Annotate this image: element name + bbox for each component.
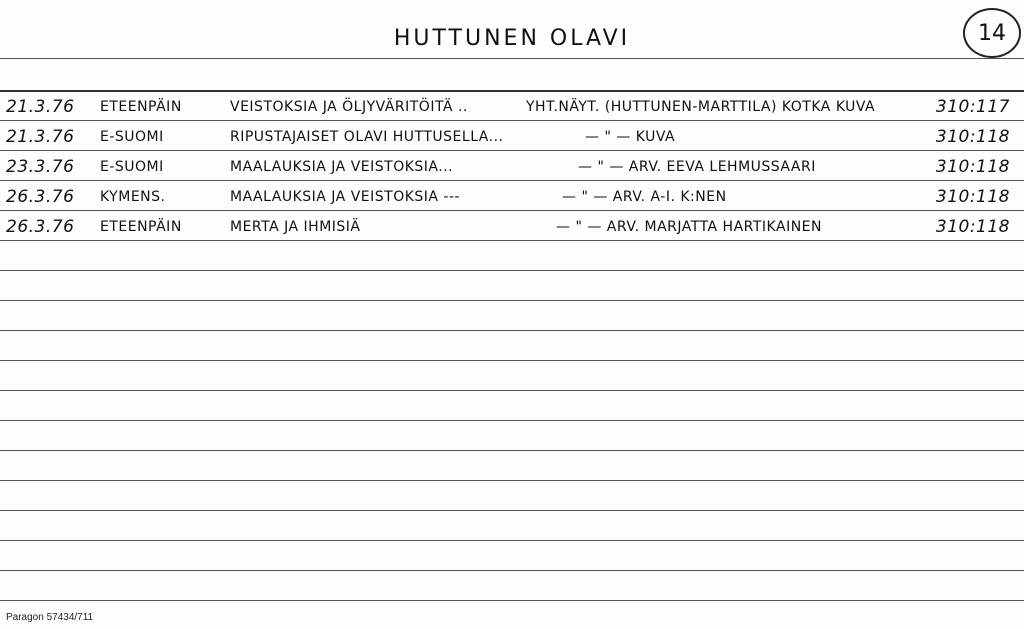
entry-date: 21.3.76 xyxy=(6,97,75,117)
entry-ref: 310:118 xyxy=(935,127,1010,147)
entry-note: — " — ARV. MARJATTA HARTIKAINEN xyxy=(556,219,822,235)
entry-title: VEISTOKSIA JA ÖLJYVÄRITÖITÄ .. xyxy=(230,99,468,115)
entry-title: MAALAUKSIA JA VEISTOKSIA... xyxy=(230,159,454,175)
ruled-line xyxy=(0,600,1024,601)
entry-note: — " — KUVA xyxy=(585,129,676,145)
entry-paper: ETEENPÄIN xyxy=(100,99,182,115)
ruled-line xyxy=(0,390,1024,391)
entry-row xyxy=(0,182,1024,212)
entry-note: YHT.NÄYT. (HUTTUNEN-MARTTILA) KOTKA KUVA xyxy=(526,99,876,115)
ruled-line xyxy=(0,510,1024,511)
ruled-line xyxy=(0,330,1024,331)
entry-date: 23.3.76 xyxy=(6,157,75,177)
entry-title: MERTA JA IHMISIÄ xyxy=(230,219,361,235)
ruled-line xyxy=(0,270,1024,271)
ruled-line xyxy=(0,570,1024,571)
entry-paper: E-SUOMI xyxy=(100,129,164,145)
entry-title: MAALAUKSIA JA VEISTOKSIA --- xyxy=(230,189,461,205)
ruled-line xyxy=(0,300,1024,301)
entry-note: — " — ARV. EEVA LEHMUSSAARI xyxy=(578,159,816,175)
ruled-line xyxy=(0,420,1024,421)
entry-row xyxy=(0,212,1024,242)
ruled-line xyxy=(0,450,1024,451)
entry-date: 26.3.76 xyxy=(6,187,75,207)
entry-date: 26.3.76 xyxy=(6,217,75,237)
entry-ref: 310:118 xyxy=(935,217,1010,237)
ruled-line xyxy=(0,360,1024,361)
entry-paper: E-SUOMI xyxy=(100,159,164,175)
ruled-line xyxy=(0,540,1024,541)
entry-ref: 310:118 xyxy=(935,157,1010,177)
entry-row xyxy=(0,152,1024,182)
ruled-line xyxy=(0,480,1024,481)
entry-ref: 310:118 xyxy=(935,187,1010,207)
entry-note: — " — ARV. A-I. K:NEN xyxy=(562,189,727,205)
card-title: HUTTUNEN OLAVI xyxy=(393,26,631,51)
entry-paper: KYMENS. xyxy=(100,189,166,205)
entry-date: 21.3.76 xyxy=(6,127,75,147)
entry-title: RIPUSTAJAISET OLAVI HUTTUSELLA... xyxy=(230,129,504,145)
ruled-line xyxy=(0,58,1024,59)
entry-paper: ETEENPÄIN xyxy=(100,219,182,235)
entry-ref: 310:117 xyxy=(935,97,1010,117)
entry-row xyxy=(0,122,1024,152)
card-footer: Paragon 57434/711 xyxy=(6,612,94,623)
card-number: 14 xyxy=(963,8,1021,58)
entry-row xyxy=(0,92,1024,122)
